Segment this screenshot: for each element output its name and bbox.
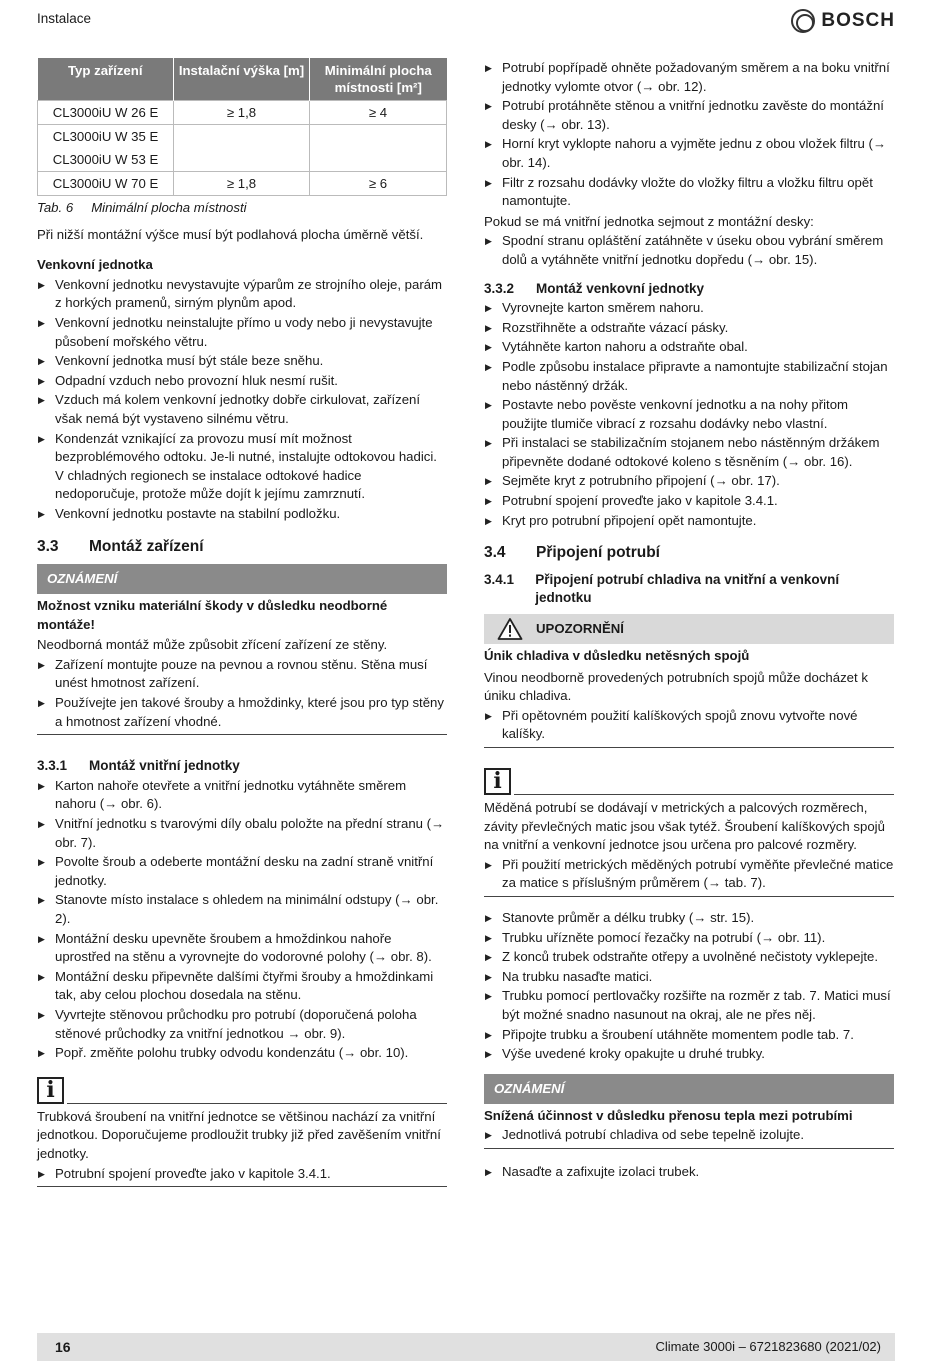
notice-label: OZNÁMENÍ xyxy=(484,1074,894,1104)
list-item: ▶ Z konců trubek odstraňte otřepy a uvolněné nečistoty vyklepejte. xyxy=(484,948,894,967)
notice-box xyxy=(37,564,447,735)
table-header: Typ zařízení xyxy=(38,58,174,101)
section-title: Instalace xyxy=(37,11,92,26)
table-cell xyxy=(174,125,310,149)
lower-floor-note: Při nižší montážní výšce musí být podlahová plocha úměrně větší. xyxy=(37,226,424,242)
info-box-header xyxy=(484,768,894,795)
list-item: ▶ Na trubku nasaďte matici. xyxy=(484,968,894,987)
table-cell: ≥ 1,8 xyxy=(174,101,310,125)
warning-icon xyxy=(484,617,536,641)
info-text: Trubková šroubení na vnitřní jednotce se většinou nachází za vnitřní jednotkou. Doporučujeme prodloužit trubky již před zavěšením vnitřní jednotky. xyxy=(37,1108,441,1161)
info-list xyxy=(484,856,894,893)
table-row xyxy=(38,148,447,172)
section-heading-3-4: 3.4 Připojení potrubí xyxy=(484,544,660,562)
section-heading-3-3-1: 3.3.1 Montáž vnitřní jednotky xyxy=(37,758,240,774)
list-item: ▶ Rozstřihněte a odstraňte vázací pásky. xyxy=(484,319,894,338)
right-column xyxy=(484,58,894,1182)
list-item: ▶ Potrubní spojení proveďte jako v kapitole 3.4.1. xyxy=(37,1165,447,1184)
notice-label: OZNÁMENÍ xyxy=(37,564,447,594)
table-cell: ≥ 1,8 xyxy=(174,172,310,196)
table-cell: ≥ 4 xyxy=(310,101,447,125)
list-item: ▶ Podle způsobu instalace připravte a namontujte stabilizační stojan nebo nástěnný držák. xyxy=(484,358,894,395)
page-number: 16 xyxy=(55,1338,71,1355)
outdoor-unit-heading: Venkovní jednotka xyxy=(37,257,153,273)
table-header: Instalační výška [m] xyxy=(174,58,310,101)
list-item: ▶ Vnitřní jednotku s tvarovými díly obalu položte na přední stranu (→ obr. 7). xyxy=(37,815,447,852)
table-cell: CL3000iU W 53 E xyxy=(38,148,174,172)
removal-list xyxy=(484,232,894,269)
indoor-mount-list-cont xyxy=(484,59,894,211)
table-cell: CL3000iU W 26 E xyxy=(38,101,174,125)
notice-list xyxy=(484,1126,894,1145)
list-item: ▶ Trubku uřízněte pomocí řezačky na potrubí (→ obr. 11). xyxy=(484,929,894,948)
info-icon: i xyxy=(484,768,511,795)
brand-logo xyxy=(791,8,895,34)
table-cell: ≥ 6 xyxy=(310,172,447,196)
list-item: ▶ Montážní desku upevněte šroubem a hmoždinkou nahoře uprostřed na stěnu a vyrovnejte do vodorovné polohy (→ obr. 8). xyxy=(37,930,447,967)
list-item: ▶ Venkovní jednotku nevystavujte výparům ze strojního oleje, parám z horkých pramenů, sirným plynům apod. xyxy=(37,276,447,313)
table-header: Minimální plocha místnosti [m²] xyxy=(310,58,447,101)
list-item: ▶ Potrubní spojení proveďte jako v kapitole 3.4.1. xyxy=(484,492,894,511)
list-item: ▶ Zařízení montujte pouze na pevnou a rovnou stěnu. Stěna musí unést hmotnost zařízení. xyxy=(37,656,447,693)
list-item: ▶ Stanovte místo instalace s ohledem na minimální odstupy (→ obr. 2). xyxy=(37,891,447,928)
notice-title: Snížená účinnost v důsledku přenosu tepla mezi potrubími xyxy=(484,1107,853,1123)
list-item: ▶ Potrubí protáhněte stěnou a vnitřní jednotku zavěste do montážní desky (→ obr. 13). xyxy=(484,97,894,134)
warning-text: Vinou neodborně provedených potrubních spojů může docházet k úniku chladiva. xyxy=(484,669,868,704)
list-item: ▶ Výše uvedené kroky opakujte u druhé trubky. xyxy=(484,1045,894,1064)
removal-intro: Pokud se má vnitřní jednotka sejmout z montážní desky: xyxy=(484,213,814,229)
warning-list xyxy=(484,707,894,744)
min-area-table xyxy=(37,58,447,196)
brand-name: BOSCH xyxy=(821,9,895,31)
table-cell: CL3000iU W 35 E xyxy=(38,125,174,149)
list-item: ▶ Jednotlivá potrubí chladiva od sebe tepelně izolujte. xyxy=(484,1126,894,1145)
warning-box xyxy=(484,614,894,748)
outdoor-unit-list xyxy=(37,276,447,524)
warning-title: Únik chladiva v důsledku netěsných spojů xyxy=(484,648,750,664)
caption-text: Minimální plocha místnosti xyxy=(91,200,247,215)
list-item: ▶ Potrubí popřípadě ohněte požadovaným směrem a na boku vnitřní jednotky vylomte otvor (→ obr. 12). xyxy=(484,59,894,96)
table-row xyxy=(38,125,447,149)
notice-text: Neodborná montáž může způsobit zřícení zařízení ze stěny. xyxy=(37,637,388,653)
list-item: ▶ Povolte šroub a odeberte montážní desku na zadní straně vnitřní jednotky. xyxy=(37,853,447,890)
divider xyxy=(67,1103,447,1104)
list-item: ▶ Trubku pomocí pertlovačky rozšiřte na rozměr z tab. 7. Matici musí být možné snadno nasunout na okraj, ale ne přes něj. xyxy=(484,987,894,1024)
section-heading-3-4-1: 3.4.1 Připojení potrubí chladiva na vnitřní a venkovní jednotku xyxy=(484,571,840,606)
list-item: ▶ Při instalaci se stabilizačním stojanem nebo nástěnným držákem připevněte dodané odtokové koleno s těsněním (→ obr. 16). xyxy=(484,434,894,471)
table-cell: CL3000iU W 70 E xyxy=(38,172,174,196)
list-item: ▶ Vyrovnejte karton směrem nahoru. xyxy=(484,299,894,318)
notice-box xyxy=(484,1074,894,1149)
list-item: ▶ Při opětovném použití kalíškových spojů znovu vytvořte nové kalíšky. xyxy=(484,707,894,744)
table-cell xyxy=(310,125,447,149)
warning-label-bar xyxy=(484,614,894,644)
info-box xyxy=(484,799,894,897)
list-item: ▶ Venkovní jednotku postavte na stabilní podložku. xyxy=(37,505,447,524)
caption-number: Tab. 6 xyxy=(37,200,74,215)
list-item: ▶ Odpadní vzduch nebo provozní hluk nesmí rušit. xyxy=(37,372,447,391)
info-box xyxy=(37,1108,447,1187)
indoor-mount-list xyxy=(37,777,447,1063)
document-reference: Climate 3000i – 6721823680 (2021/02) xyxy=(655,1338,881,1354)
list-item: ▶ Venkovní jednotka musí být stále beze sněhu. xyxy=(37,352,447,371)
warning-label: UPOZORNĚNÍ xyxy=(536,620,624,636)
table-row xyxy=(38,172,447,196)
list-item: ▶ Venkovní jednotku neinstalujte přímo u vody nebo ji nevystavujte působení mořského větru. xyxy=(37,314,447,351)
list-item: ▶ Vyvrtejte stěnovou průchodku pro potrubí (doporučená poloha stěnové průchodky za vnitřní jednotkou → obr. 9). xyxy=(37,1006,447,1043)
list-item: ▶ Vzduch má kolem venkovní jednotky dobře cirkulovat, zařízení však nemá být vystaveno silnému větru. xyxy=(37,391,447,428)
list-item: ▶ Postavte nebo pověste venkovní jednotku a na nohy přitom použijte tlumiče vibrací z rozsahu dodávky nebo vlastní. xyxy=(484,396,894,433)
bosch-logo-icon xyxy=(791,9,815,33)
divider xyxy=(514,794,894,795)
list-item: ▶ Filtr z rozsahu dodávky vložte do vložky filtru a vložku filtru opět namontujte. xyxy=(484,174,894,211)
section-heading-3-3: 3.3 Montáž zařízení xyxy=(37,537,204,555)
list-item: ▶ Používejte jen takové šrouby a hmoždinky, které jsou pro typ stěny a hmotnost zařízení vhodné. xyxy=(37,694,447,731)
notice-list xyxy=(37,656,447,731)
page-header xyxy=(37,8,895,36)
list-item: ▶ Stanovte průměr a délku trubky (→ str. 15). xyxy=(484,909,894,928)
list-item: ▶ Horní kryt vyklopte nahoru a vyjměte jednu z obou vložek filtru (→ obr. 14). xyxy=(484,135,894,172)
outdoor-mount-list xyxy=(484,299,894,530)
info-icon: i xyxy=(37,1077,64,1104)
list-item: ▶ Montážní desku připevněte dalšími čtyřmi šrouby a hmoždinkami tak, aby celou plochou dosedala na stěnu. xyxy=(37,968,447,1005)
list-item: ▶ Při použití metrických měděných potrubí vyměňte převlečné matice za matice s příslušným průměrem (→ tab. 7). xyxy=(484,856,894,893)
list-item: ▶ Nasaďte a zafixujte izolaci trubek. xyxy=(484,1163,894,1182)
table-caption xyxy=(37,199,447,218)
list-item: ▶ Kondenzát vznikající za provozu musí mít možnost bezproblémového odtoku. Je-li nutné, instalujte odtokovou hadici. V chladných regionech se instalace odtokové hadice nedoporučuje, protože může dojít k jejímu zamrznutí. xyxy=(37,430,447,504)
table-row xyxy=(38,101,447,125)
list-item: ▶ Popř. změňte polohu trubky odvodu kondenzátu (→ obr. 10). xyxy=(37,1044,447,1063)
info-box-header xyxy=(37,1077,447,1104)
info-text: Měděná potrubí se dodávají v metrických a palcových rozměrech, závity převlečných matic jsou však tytéž. Šroubení kalíškových spojů na vnitřní a venkovní jednotce jsou určena pro palcové rozměry. xyxy=(484,800,885,853)
table-cell xyxy=(174,148,310,172)
list-item: ▶ Kryt pro potrubní připojení opět namontujte. xyxy=(484,512,894,531)
table-cell xyxy=(310,148,447,172)
info-list xyxy=(37,1165,447,1184)
notice-title: Možnost vzniku materiální škody v důsledku neodborné montáže! xyxy=(37,598,388,632)
list-item: ▶ Spodní stranu opláštění zatáhněte v úseku obou vybrání směrem dolů a vytáhněte vnitřní jednotku dopředu (→ obr. 15). xyxy=(484,232,894,269)
section-heading-3-3-2: 3.3.2 Montáž venkovní jednotky xyxy=(484,280,705,296)
list-item: ▶ Připojte trubku a šroubení utáhněte momentem podle tab. 7. xyxy=(484,1026,894,1045)
final-list xyxy=(484,1163,894,1182)
page-footer xyxy=(37,1333,895,1361)
list-item: ▶ Vytáhněte karton nahoru a odstraňte obal. xyxy=(484,338,894,357)
list-item: ▶ Karton nahoře otevřete a vnitřní jednotku vytáhněte směrem nahoru (→ obr. 6). xyxy=(37,777,447,814)
list-item: ▶ Sejměte kryt z potrubního připojení (→ obr. 17). xyxy=(484,472,894,491)
pipe-connection-list xyxy=(484,909,894,1064)
left-column xyxy=(37,58,447,1187)
